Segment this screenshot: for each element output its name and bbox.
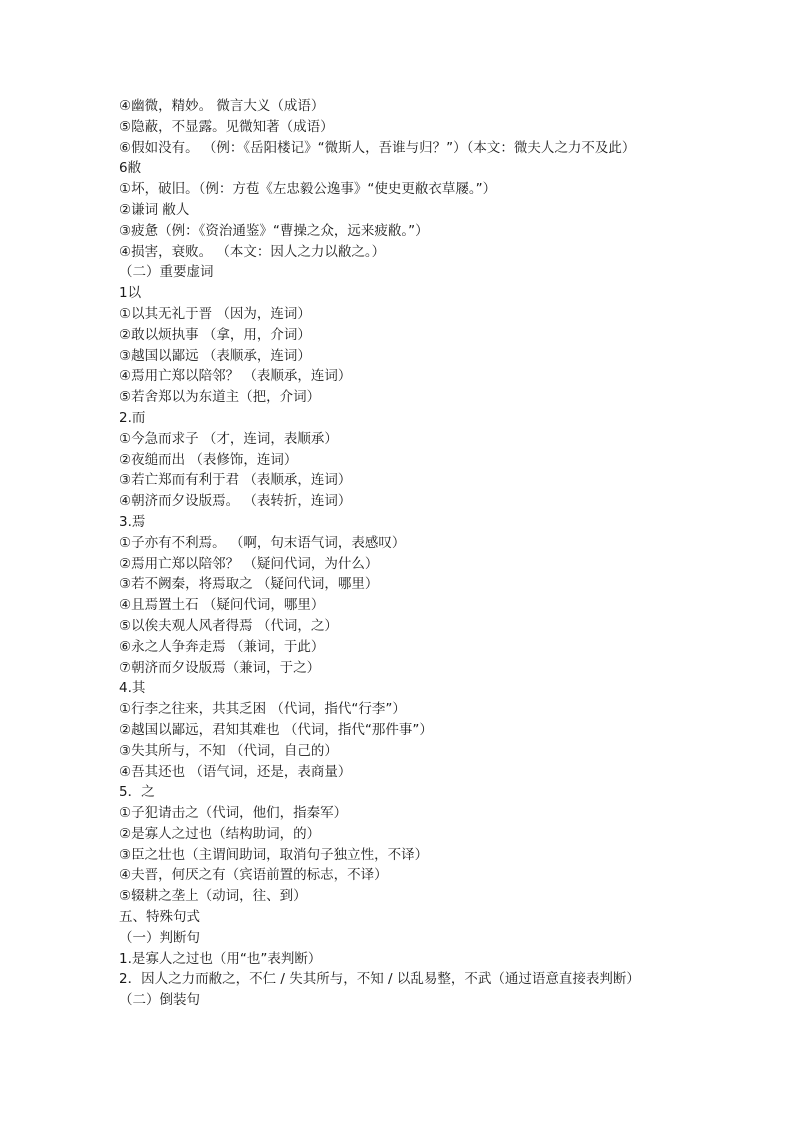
text-line: 1.是寡人之过也（用“也”表判断） (119, 950, 322, 967)
text-line: 2．因人之力而敝之，不仁 / 失其所与，不知 / 以乱易整，不武（通过语意直接表判断） (119, 971, 640, 988)
text-line: ④损害，衰败。 （本文：因人之力以敝之。） (119, 243, 386, 260)
text-line: ③若不阙秦，将焉取之 （疑问代词，哪里） (119, 576, 379, 593)
section-heading: 2.而 (119, 409, 146, 426)
text-line: ②越国以鄙远，君知其难也 （代词，指代“那件事”） (119, 721, 433, 738)
section-heading: 五、特殊句式 (119, 909, 200, 926)
text-line: ③疲惫（例：《资治通鉴》“曹操之众，远来疲敝。”） (119, 222, 429, 239)
text-line: ④且焉置土石 （疑问代词，哪里） (119, 597, 325, 614)
text-line: ④朝济而夕设版焉。 （表转折，连词） (119, 493, 352, 510)
text-line: ②敢以烦执事 （拿，用，介词） (119, 326, 311, 343)
text-line: ⑤隐蔽，不显露。见微知著（成语） (119, 118, 334, 135)
text-line: ①以其无礼于晋 （因为，连词） (119, 305, 311, 322)
text-line: ③臣之壮也（主谓间助词，取消句子独立性，不译） (119, 846, 429, 863)
text-line: ②夜缒而出 （表修饰，连词） (119, 451, 298, 468)
document-page (119, 96, 679, 1011)
section-heading: （二）倒装句 (119, 992, 200, 1009)
text-line: ⑤以俟夫观人风者得焉 （代词，之） (119, 617, 338, 634)
text-line: ①子犯请击之（代词，他们，指秦军） (119, 805, 348, 822)
section-heading: 5．之 (119, 784, 155, 801)
text-line: ②焉用亡郑以陪邻？ （疑问代词，为什么） (119, 555, 379, 572)
text-line: ①坏，破旧。（例：方苞《左忠毅公逸事》“使史更敝衣草屦。”） (119, 181, 497, 198)
section-heading: （二）重要虚词 (119, 264, 214, 281)
text-line: ①行李之往来，共其乏困 （代词，指代“行李”） (119, 701, 406, 718)
text-line: ⑤辍耕之垄上（动词，往、到） (119, 888, 307, 905)
text-line: ④焉用亡郑以陪邻？ （表顺承，连词） (119, 368, 352, 385)
text-line: ①今急而求子 （才，连词，表顺承） (119, 430, 338, 447)
text-line: ③越国以鄙远 （表顺承，连词） (119, 347, 311, 364)
text-line: ④吾其还也 （语气词，还是，表商量） (119, 763, 352, 780)
text-line: ⑥永之人争奔走焉 （兼词，于此） (119, 638, 325, 655)
section-heading: 1以 (119, 285, 142, 302)
text-line: ③失其所与，不知 （代词，自己的） (119, 742, 338, 759)
text-line: ④幽微，精妙。 微言大义（成语） (119, 98, 325, 114)
text-line: ②谦词 敝人 (119, 201, 190, 218)
text-line: ⑥假如没有。 （例：《岳阳楼记》“微斯人，吾谁与归？”）（本文：微夫人之力不及此） (119, 139, 636, 156)
text-line: ③若亡郑而有利于君 （表顺承，连词） (119, 472, 352, 489)
section-heading: 6敝 (119, 160, 142, 177)
section-heading: 4.其 (119, 680, 146, 697)
text-line: ⑤若舍郑以为东道主（把，介词） (119, 389, 321, 406)
text-line: ②是寡人之过也（结构助词，的） (119, 825, 321, 842)
text-line: ①子亦有不利焉。 （啊，句末语气词，表感叹） (119, 534, 406, 551)
text-line: ⑦朝济而夕设版焉（兼词，于之） (119, 659, 321, 676)
section-heading: 3.焉 (119, 513, 146, 530)
text-line: ④夫晋，何厌之有（宾语前置的标志，不译） (119, 867, 388, 884)
section-heading: （一）判断句 (119, 929, 200, 946)
